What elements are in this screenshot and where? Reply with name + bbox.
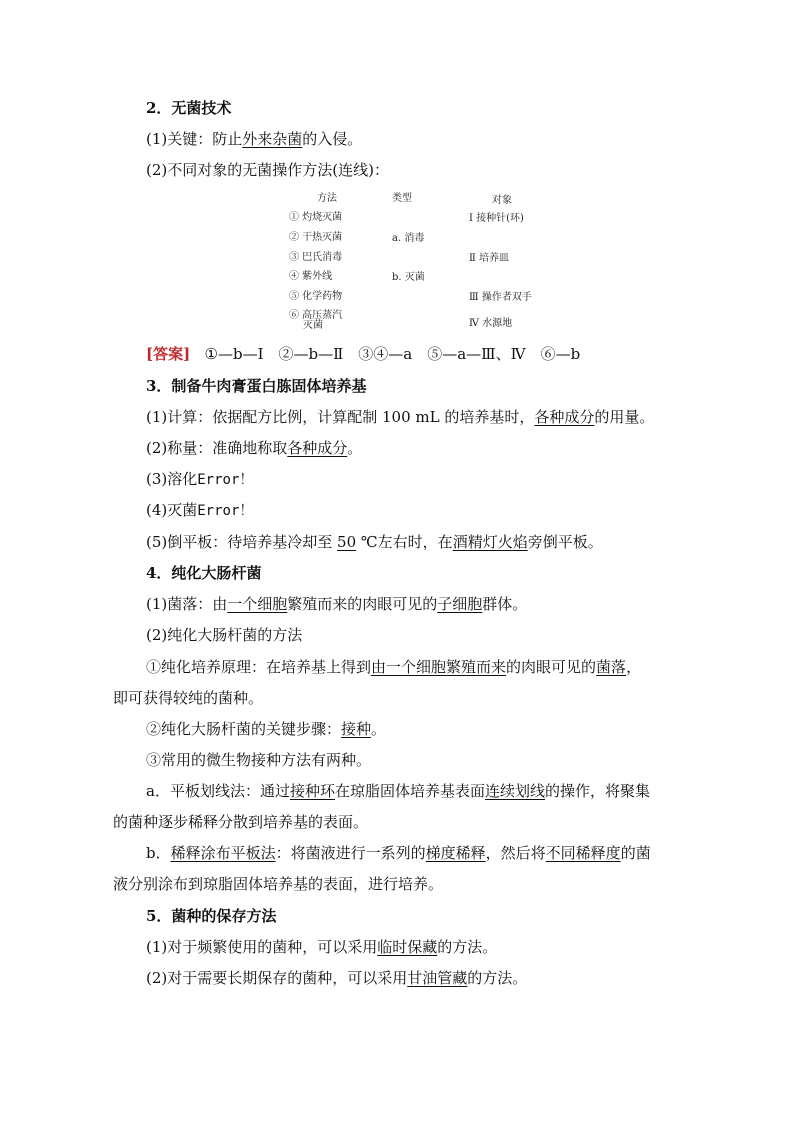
type-b: b. 灭菌: [392, 272, 425, 283]
target-4: Ⅳ 水源地: [469, 318, 513, 329]
text: 在琼脂固体培养基表面: [334, 782, 485, 800]
text: 的肉眼可见的: [506, 658, 597, 676]
s5-point-1: [146, 937, 497, 957]
method-1: ① 灼烧灭菌: [289, 212, 343, 223]
text: ，然后将: [485, 844, 546, 862]
type-a: a. 消毒: [392, 233, 425, 244]
s3-point-1: [146, 407, 654, 427]
target-3: Ⅲ 操作者双手: [469, 292, 532, 303]
text: (1)计算：依据配方比例，计算配制 100 mL 的培养基时，: [146, 408, 535, 426]
text: (1)对于频繁使用的菌种，可以采用: [146, 938, 378, 956]
text: 的操作，将聚集: [545, 782, 651, 800]
underlined-answer: 由一个细胞繁殖而来: [371, 658, 507, 676]
text: b．: [146, 844, 171, 862]
underlined-answer: 不同稀释度: [545, 844, 621, 862]
section-5-title: 5．菌种的保存方法: [146, 907, 277, 925]
underlined-answer: 梯度稀释: [425, 844, 486, 862]
text: 繁殖而来的肉眼可见的: [287, 595, 438, 613]
s4-circle-1: [146, 657, 641, 677]
underlined-answer: 接种环: [289, 782, 335, 800]
underlined-answer: 外来杂菌: [242, 130, 303, 148]
answer-line: [146, 344, 580, 364]
answer-text: ①—b—Ⅰ ②—b—Ⅱ ③④—a ⑤—a—Ⅲ、Ⅳ ⑥—b: [204, 345, 581, 363]
answer-tag: [答案]: [146, 345, 191, 363]
target-1: Ⅰ 接种针(环): [469, 213, 524, 224]
underlined-answer: 临时保藏: [377, 938, 438, 956]
header-type: 类型: [392, 193, 412, 204]
text: 群体。: [482, 595, 528, 613]
method-3: ③ 巴氏消毒: [289, 252, 343, 263]
method-6-cont: 灭菌: [303, 320, 323, 331]
header-target: 对象: [492, 195, 512, 206]
s4-point-2: (2)纯化大肠杆菌的方法: [146, 626, 303, 644]
s4-circle-2: [146, 719, 386, 739]
s4-point-1: [146, 594, 527, 614]
text: (4)灭菌: [146, 501, 198, 519]
method-6: ⑥ 高压蒸汽: [289, 310, 343, 321]
underlined-answer: 连续划线: [484, 782, 545, 800]
underlined-answer: 一个细胞: [227, 595, 288, 613]
target-2: Ⅱ 培养皿: [469, 253, 509, 264]
text: 的方法。: [437, 938, 498, 956]
text: (1)菌落：由: [146, 595, 228, 613]
text: (2)称量：准确地称取: [146, 439, 288, 457]
underlined-answer: 稀释涂布平板法: [170, 844, 276, 862]
underlined-answer: 50: [337, 533, 357, 551]
text: ②纯化大肠杆菌的关键步骤：: [146, 720, 342, 738]
text: (1)关键：防止: [146, 130, 243, 148]
text: 的用量。: [594, 408, 655, 426]
error-text: Error！: [197, 503, 254, 519]
s4-circle-3: ③常用的微生物接种方法有两种。: [146, 751, 372, 769]
text: ℃左右时，在: [356, 533, 453, 551]
text: ①纯化培养原理：在培养基上得到: [146, 658, 372, 676]
s2-point-2: (2)不同对象的无菌操作方法(连线)：: [146, 161, 389, 179]
underlined-answer: 菌落: [596, 658, 627, 676]
method-4: ④ 紫外线: [289, 271, 333, 282]
s3-point-3: [146, 469, 253, 490]
section-3-title: 3．制备牛肉膏蛋白胨固体培养基: [146, 377, 367, 395]
underlined-answer: 子细胞: [437, 595, 483, 613]
underlined-answer: 甘油管藏: [407, 969, 468, 987]
text: 的菌: [620, 844, 651, 862]
text: 的入侵。: [302, 130, 363, 148]
text: 。: [371, 720, 387, 738]
s4-method-a-cont: 的菌种逐步稀释分散到培养基的表面。: [113, 813, 369, 831]
error-text: Error！: [197, 472, 254, 488]
section-4-title: 4．纯化大肠杆菌: [146, 564, 262, 582]
method-2: ② 干热灭菌: [289, 232, 343, 243]
text: (3)溶化: [146, 470, 198, 488]
underlined-answer: 各种成分: [287, 439, 348, 457]
underlined-answer: 接种: [341, 720, 372, 738]
s2-point-1: [146, 129, 362, 149]
underlined-answer: 各种成分: [534, 408, 595, 426]
text: 的方法。: [467, 969, 528, 987]
text: (5)倒平板：待培养基冷却至: [146, 533, 338, 551]
s4-circle-1-cont: 即可获得较纯的菌种。: [113, 689, 264, 707]
s3-point-5: [146, 532, 603, 552]
text: ，: [626, 658, 642, 676]
underlined-answer: 酒精灯火焰: [452, 533, 528, 551]
text: (2)对于需要长期保存的菌种，可以采用: [146, 969, 408, 987]
s4-method-b-cont: 液分别涂布到琼脂固体培养基的表面，进行培养。: [113, 875, 444, 893]
s3-point-2: [146, 438, 362, 458]
header-method: 方法: [317, 193, 337, 204]
s5-point-2: [146, 968, 527, 988]
text: 旁倒平板。: [527, 533, 603, 551]
method-5: ⑤ 化学药物: [289, 291, 343, 302]
s3-point-4: [146, 500, 253, 521]
section-2-title: 2．无菌技术: [146, 99, 232, 117]
text: 。: [347, 439, 363, 457]
s4-method-a: [146, 781, 650, 801]
s4-method-b: [146, 843, 651, 863]
text: a．平板划线法：通过: [146, 782, 290, 800]
text: ：将菌液进行一系列的: [275, 844, 426, 862]
